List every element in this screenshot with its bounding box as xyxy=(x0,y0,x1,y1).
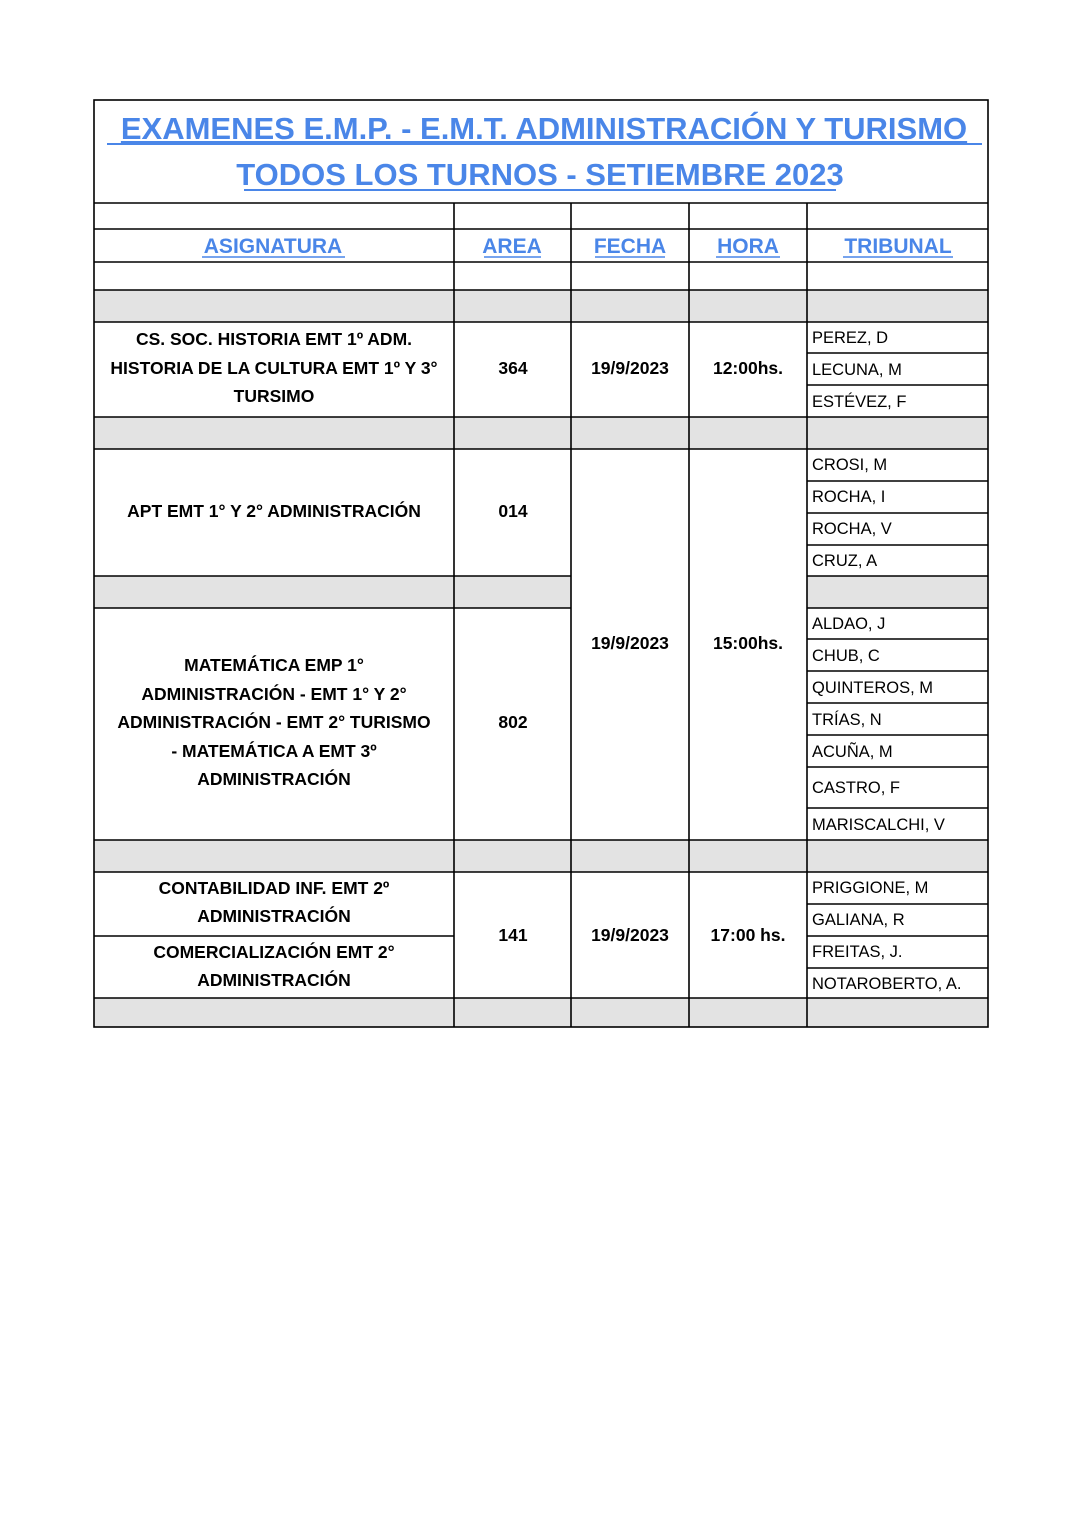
tribunal-member: PRIGGIONE, M xyxy=(812,879,929,897)
exam-group xyxy=(110,329,906,411)
tribunal-member: ESTÉVEZ, F xyxy=(812,393,907,411)
subject-line: CS. SOC. HISTORIA EMT 1º ADM. xyxy=(135,329,413,349)
tribunal-member: TRÍAS, N xyxy=(812,711,882,729)
subject-line: ADMINISTRACIÓN - EMT 2° TURISMO xyxy=(117,712,431,732)
tribunal-member: CROSI, M xyxy=(812,456,888,474)
tribunal-member: PEREZ, D xyxy=(812,329,889,347)
tribunal-member: ALDAO, J xyxy=(812,615,886,633)
subject-line: COMERCIALIZACIÓN EMT 2° xyxy=(153,942,395,962)
tribunal-member: GALIANA, R xyxy=(812,911,905,929)
document-title-line2: TODOS LOS TURNOS - SETIEMBRE 2023 xyxy=(236,157,844,192)
tribunal-member: ROCHA, V xyxy=(812,520,892,538)
area-code: 364 xyxy=(498,358,528,378)
gray-band xyxy=(94,840,988,872)
exam-time: 15:00hs. xyxy=(712,633,784,653)
tribunal-member: ACUÑA, M xyxy=(812,743,893,761)
header-tribunal: TRIBUNAL xyxy=(844,235,952,258)
subject-line: ADMINISTRACIÓN - EMT 1° Y 2° xyxy=(141,684,407,704)
subject-line: CONTABILIDAD INF. EMT 2º xyxy=(158,878,390,898)
subject-line: - MATEMÁTICA A EMT 3º xyxy=(171,741,377,761)
area-code: 141 xyxy=(498,925,528,945)
gray-band xyxy=(94,576,571,608)
tribunal-member: LECUNA, M xyxy=(812,361,902,379)
tribunal-member: MARISCALCHI, V xyxy=(812,816,945,834)
exam-date: 19/9/2023 xyxy=(591,633,669,653)
subject-line: MATEMÁTICA EMP 1° xyxy=(184,655,364,675)
header-hora: HORA xyxy=(717,235,779,258)
subject-line: ADMINISTRACIÓN xyxy=(197,769,351,789)
gray-band xyxy=(94,417,988,449)
header-row xyxy=(202,235,953,258)
tribunal-member: CHUB, C xyxy=(812,647,880,665)
header-asignatura: ASIGNATURA xyxy=(203,235,343,258)
tribunal-member: CRUZ, A xyxy=(812,552,878,570)
subject-line: HISTORIA DE LA CULTURA EMT 1º Y 3° xyxy=(110,358,438,378)
area-code: 802 xyxy=(498,712,528,732)
document-title-line1: EXAMENES E.M.P. - E.M.T. ADMINISTRACIÓN Y TURISMO xyxy=(120,111,968,146)
subject-line: TURSIMO xyxy=(233,386,315,406)
exam-time: 12:00hs. xyxy=(712,358,784,378)
gray-band xyxy=(94,998,988,1027)
exam-date: 19/9/2023 xyxy=(591,925,669,945)
gray-band xyxy=(94,290,988,322)
header-area: AREA xyxy=(482,235,542,258)
subject-line: ADMINISTRACIÓN xyxy=(197,906,351,926)
tribunal-member: QUINTEROS, M xyxy=(812,679,934,697)
tribunal-member: ROCHA, I xyxy=(812,488,886,506)
subject-line: ADMINISTRACIÓN xyxy=(197,970,351,990)
subject-line: APT EMT 1° Y 2° ADMINISTRACIÓN xyxy=(127,501,421,521)
area-code: 014 xyxy=(498,501,528,521)
exam-date: 19/9/2023 xyxy=(591,358,669,378)
exam-time: 17:00 hs. xyxy=(710,925,786,945)
tribunal-member: FREITAS, J. xyxy=(812,943,903,961)
gray-band xyxy=(807,576,988,608)
tribunal-member: CASTRO, F xyxy=(812,779,901,797)
header-fecha: FECHA xyxy=(593,235,667,258)
tribunal-member: NOTAROBERTO, A. xyxy=(812,975,962,993)
